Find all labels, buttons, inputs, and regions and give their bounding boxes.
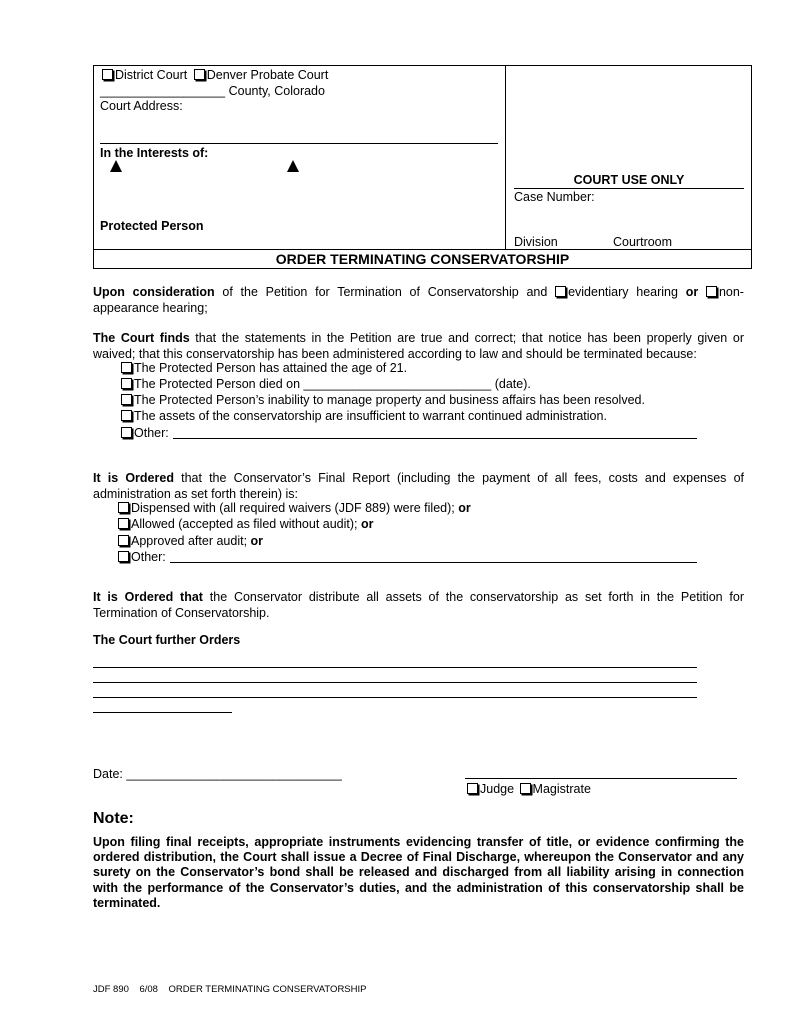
ordered-report-text: that the Conservator’s Final Report (including the payment of all fees, costs and expenses of administration as set forth therein) is: bbox=[93, 471, 744, 501]
report-option bbox=[118, 516, 374, 532]
signature-line[interactable] bbox=[465, 778, 737, 779]
date-field[interactable]: Date: _______________________________ bbox=[93, 767, 342, 781]
in-interests-label: In the Interests of: bbox=[100, 146, 209, 160]
note-text: Upon filing final receipts, appropriate instruments evidencing transfer of title, or evidence confirming the ordered distribution, the Court shall issue a Decree of Final Discharge, whereupon the Conservator and any surety on the Conservator’s bond shall be released and discharged from all liability arising in connection with the performance of the Conservator’s duties, and the administration of this conservatorship shall be terminated. bbox=[93, 835, 744, 910]
address-line bbox=[100, 143, 498, 144]
denver-probate-checkbox[interactable] bbox=[194, 69, 205, 80]
judge-checkbox[interactable] bbox=[467, 783, 478, 794]
report-option-or: or bbox=[361, 517, 374, 531]
protected-person-label: Protected Person bbox=[100, 219, 204, 233]
ordered-distribute-text: the Conservator distribute all assets of the conservatorship as set forth in the Petition for Termination of Conservatorship. bbox=[93, 590, 744, 620]
report-option-label: Dispensed with (all required waivers (JDF 889) were filed); bbox=[131, 501, 459, 515]
judge-label: Judge bbox=[480, 782, 515, 796]
court-address-label: Court Address: bbox=[100, 99, 183, 113]
judge-magistrate-row bbox=[467, 782, 591, 796]
triangle-marker-icon bbox=[287, 160, 299, 172]
footer-revision: 6/08 bbox=[139, 984, 158, 995]
finds-option bbox=[121, 408, 607, 424]
consideration-paragraph bbox=[93, 284, 744, 316]
finds-checkbox[interactable] bbox=[121, 378, 132, 389]
caption-right bbox=[506, 66, 751, 249]
report-option-label: Allowed (accepted as filed without audit); bbox=[131, 517, 361, 531]
evidentiary-checkbox[interactable] bbox=[555, 286, 566, 297]
consideration-lead: Upon consideration bbox=[93, 285, 215, 299]
report-option-or: or bbox=[250, 534, 264, 548]
court-type-row bbox=[102, 68, 328, 82]
finds-option-label: The assets of the conservatorship are insufficient to warrant continued administration. bbox=[134, 409, 607, 423]
further-orders-line[interactable] bbox=[93, 667, 697, 668]
finds-option bbox=[121, 376, 531, 392]
ordered-distribute-paragraph bbox=[93, 589, 744, 621]
court-use-only: COURT USE ONLY bbox=[514, 173, 744, 189]
triangle-marker-icon bbox=[110, 160, 122, 172]
further-orders-line[interactable] bbox=[93, 712, 232, 713]
non-appearance-label: non-appearance hearing; bbox=[93, 285, 744, 315]
finds-other-line[interactable] bbox=[173, 438, 697, 439]
finds-option bbox=[121, 425, 169, 441]
report-checkbox[interactable] bbox=[118, 502, 129, 513]
finds-checkbox[interactable] bbox=[121, 410, 132, 421]
courtroom-label: Courtroom bbox=[613, 235, 673, 249]
further-orders-heading: The Court further Orders bbox=[93, 633, 241, 647]
denver-probate-label: Denver Probate Court bbox=[206, 68, 329, 82]
report-checkbox[interactable] bbox=[118, 551, 129, 562]
further-orders-line[interactable] bbox=[93, 697, 697, 698]
footer-form-title: ORDER TERMINATING CONSERVATORSHIP bbox=[168, 984, 367, 995]
caption-left bbox=[94, 66, 506, 249]
magistrate-label: Magistrate bbox=[532, 782, 591, 796]
form-footer bbox=[93, 984, 366, 995]
report-option bbox=[118, 533, 263, 549]
non-appearance-checkbox[interactable] bbox=[706, 286, 717, 297]
evidentiary-label: evidentiary hearing bbox=[568, 285, 686, 299]
county-line: __________________ County, Colorado bbox=[100, 84, 325, 98]
note-heading: Note: bbox=[93, 810, 134, 827]
court-finds-paragraph bbox=[93, 330, 744, 362]
report-checkbox[interactable] bbox=[118, 518, 129, 529]
report-option-label: Other: bbox=[131, 550, 166, 564]
finds-option-label: Other: bbox=[134, 426, 169, 440]
district-court-label: District Court bbox=[115, 68, 188, 82]
finds-option bbox=[121, 360, 407, 376]
finds-option-label: The Protected Person has attained the age of 21. bbox=[134, 361, 408, 375]
case-number-label: Case Number: bbox=[514, 190, 595, 204]
report-option-or: or bbox=[458, 501, 471, 515]
footer-form-id: JDF 890 bbox=[93, 984, 129, 995]
court-finds-lead: The Court finds bbox=[93, 331, 190, 345]
ordered-distribute-lead: It is Ordered that bbox=[93, 590, 203, 604]
finds-option bbox=[121, 392, 645, 408]
or-text: or bbox=[685, 285, 699, 299]
consideration-text: of the Petition for Termination of Conservatorship and bbox=[214, 285, 556, 299]
report-other-line[interactable] bbox=[170, 562, 697, 563]
further-orders-line[interactable] bbox=[93, 682, 697, 683]
form-title: ORDER TERMINATING CONSERVATORSHIP bbox=[94, 249, 751, 269]
report-option bbox=[118, 500, 471, 516]
report-option bbox=[118, 549, 166, 565]
finds-checkbox[interactable] bbox=[121, 427, 132, 438]
ordered-report-paragraph bbox=[93, 470, 744, 502]
report-checkbox[interactable] bbox=[118, 535, 129, 546]
finds-checkbox[interactable] bbox=[121, 394, 132, 405]
finds-checkbox[interactable] bbox=[121, 362, 132, 373]
court-finds-text: that the statements in the Petition are true and correct; that notice has been properly given or waived; that this conservatorship has been administered according to law and should be terminated because: bbox=[93, 331, 744, 361]
magistrate-checkbox[interactable] bbox=[520, 783, 531, 794]
finds-option-label: The Protected Person died on ___________________________ (date). bbox=[134, 377, 531, 391]
ordered-report-lead: It is Ordered bbox=[93, 471, 174, 485]
case-caption bbox=[93, 65, 752, 269]
finds-option-label: The Protected Person’s inability to manage property and business affairs has been resolved. bbox=[134, 393, 645, 407]
report-option-label: Approved after audit; bbox=[131, 534, 251, 548]
district-court-checkbox[interactable] bbox=[102, 69, 113, 80]
division-label: Division bbox=[514, 235, 558, 249]
